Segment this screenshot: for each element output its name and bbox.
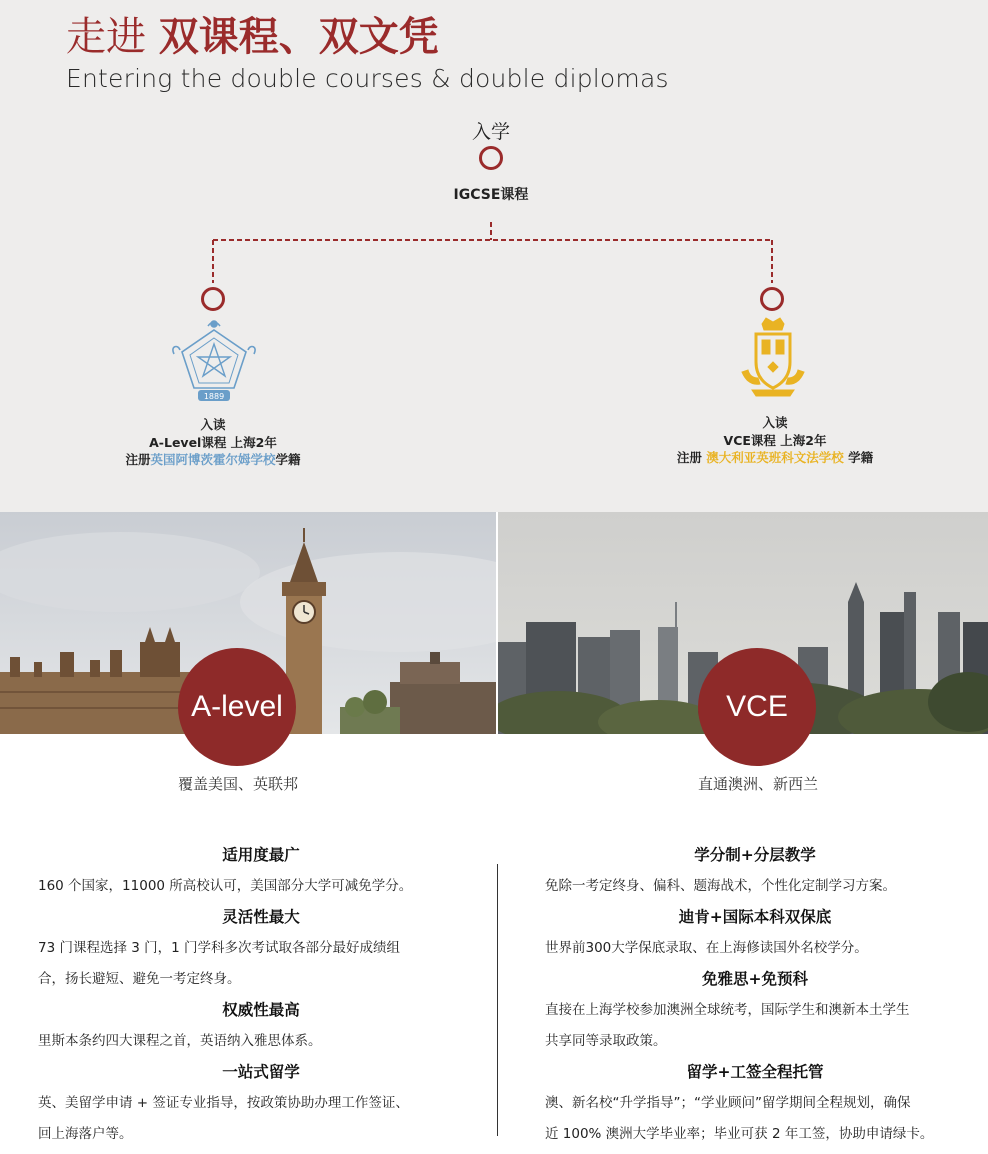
left-node-ring [201,287,225,311]
enroll-label: 入学 [471,121,511,143]
top-section [0,0,988,512]
section-body: 澳、新名校“升学指导”；“学业顾问”留学期间全程规划，确保 [545,1095,911,1111]
vce-section [545,1057,965,1150]
section-body: 免除一考定终身、偏科、题海战术，个性化定制学习方案。 [545,878,896,894]
alevel-badge: A-level [178,648,296,766]
section-body: 160 个国家，11000 所高校认可，美国部分大学可减免学分。 [38,878,413,894]
right-node-ring [760,287,784,311]
alevel-features [38,840,478,1150]
section-body: 近 100% 澳洲大学毕业率；毕业可获 2 年工签，协助申请绿卡。 [545,1126,934,1142]
branch-connector [0,0,988,300]
title-light: 走进 [66,14,146,60]
vce-section [545,964,965,1057]
column-divider [497,864,498,1136]
section-body: 合，扬长避短、避免一考定终身。 [38,971,241,987]
section-heading: 免雅思+免预科 [702,970,808,988]
section-body: 英、美留学申请 + 签证专业指导，按政策协助办理工作签证、 [38,1095,409,1111]
vce-section [545,902,965,964]
section-body: 里斯本条约四大课程之首，英语纳入雅思体系。 [38,1033,322,1049]
section-body: 直接在上海学校参加澳洲全球统考，国际学生和澳新本土学生 [545,1002,910,1018]
abbotsholme-crest-icon [168,316,260,408]
vce-badge: VCE [698,648,816,766]
alevel-section [38,995,478,1057]
vce-course-line: VCE课程 上海2年 [723,432,827,448]
vce-coverage: 直通澳洲、新西兰 [697,775,819,793]
section-heading: 灵活性最大 [222,908,300,926]
section-heading: 权威性最高 [222,1001,300,1019]
alevel-course-line: A-Level课程 上海2年 [149,434,277,450]
section-heading: 适用度最广 [222,846,300,864]
igcse-label: IGCSE课程 [453,187,529,203]
alevel-enroll-line: 入读 [200,417,226,432]
ivanhoe-grammar-crest-icon [738,316,808,400]
vce-school-info [677,414,873,467]
vce-section [545,840,965,902]
abbotsholme-school-name: 英国阿博茨霍尔姆学校 [150,452,276,467]
alevel-section [38,902,478,995]
vce-features [545,840,965,1150]
section-heading: 一站式留学 [222,1063,300,1081]
alevel-coverage: 覆盖美国、英联邦 [177,775,299,793]
title-bold: 双课程、双文凭 [158,14,439,60]
section-body: 回上海落户等。 [38,1126,133,1142]
section-heading: 迪肯+国际本科双保底 [678,908,832,926]
vce-register-line: 注册 澳大利亚英班科文法学校 学籍 [676,450,874,465]
section-body: 共享同等录取政策。 [545,1033,667,1049]
crest-year: 1889 [203,392,225,401]
section-heading: 学分制+分层教学 [694,846,816,864]
alevel-section [38,1057,478,1150]
section-body: 73 门课程选择 3 门，1 门学科多次考试取各部分最好成绩组 [38,940,401,956]
section-heading: 留学+工签全程托管 [686,1063,824,1081]
alevel-section [38,840,478,902]
ivanhoe-school-name: 澳大利亚英班科文法学校 [706,450,844,465]
alevel-register-line: 注册英国阿博茨霍尔姆学校学籍 [125,452,301,467]
section-body: 世界前300大学保底录取、在上海修读国外名校学分。 [545,940,868,956]
page-subtitle: Entering the double courses & double diplomas [66,64,669,93]
vce-enroll-line: 入读 [762,415,788,430]
alevel-school-info [125,416,300,469]
